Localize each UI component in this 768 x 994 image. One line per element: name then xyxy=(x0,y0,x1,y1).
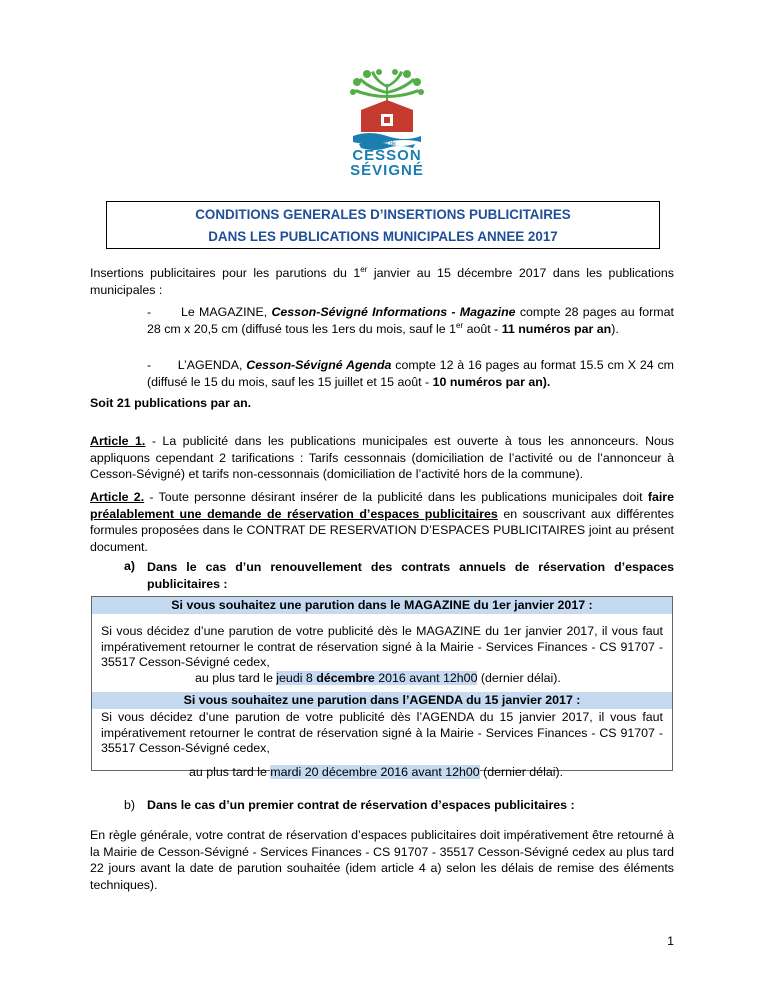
section-b-heading: Dans le cas d’un premier contrat de réservation d’espaces publicitaires : xyxy=(147,798,575,812)
magazine-sup: er xyxy=(456,320,464,330)
deadline-date-c: 2016 avant 12h00 xyxy=(374,670,478,685)
magazine-issue-count: 11 numéros par an xyxy=(501,321,612,336)
agenda-bullet xyxy=(147,357,674,390)
deadline-date-a: jeudi 8 xyxy=(276,670,317,685)
intro-text-2: janvier au 15 décembre 2017 dans les publications municipales : xyxy=(90,266,674,297)
magazine-text-a: Le MAGAZINE, xyxy=(180,305,272,319)
deadline-suffix: (dernier délai). xyxy=(477,670,561,685)
bullet-dash: - xyxy=(147,358,152,372)
article-1-label: Article 1. xyxy=(90,434,146,448)
section-a-heading: Dans le cas d’un renouvellement des contrats annuels de réservation d’espaces publicitaires : xyxy=(147,560,674,591)
box-agenda-deadline xyxy=(92,765,672,781)
logo-line-cesson: CESSON xyxy=(352,146,422,164)
box-magazine-deadline xyxy=(92,671,672,687)
total-publications: Soit 21 publications par an. xyxy=(90,396,252,410)
deadline-date-b: décembre xyxy=(316,670,375,685)
article-2 xyxy=(90,489,674,555)
intro-text-1: Insertions publicitaires pour les parutions du 1 xyxy=(90,266,361,280)
title-line-1: CONDITIONS GENERALES D’INSERTIONS PUBLICITAIRES xyxy=(195,207,571,222)
agenda-issue-count: 10 numéros par an). xyxy=(432,374,551,389)
article-2-text-a: - Toute personne désirant insérer de la publicité dans les publications municipales doit xyxy=(144,490,648,504)
article-2-text-c: préalablement une demande de réservation d’espaces publicitaires xyxy=(90,506,498,521)
magazine-text-c: compte 28 pages au format 28 cm x 20,5 cm (diffusé tous les 1ers du mois, sauf le 1 xyxy=(147,305,674,336)
box-agenda-heading: Si vous souhaitez une parution dans l’AGENDA du 15 janvier 2017 : xyxy=(92,692,672,709)
article-2-text-b: faire xyxy=(647,490,674,504)
section-a-label: a) xyxy=(124,559,136,573)
article-2-label: Article 2. xyxy=(90,490,145,504)
magazine-text-f: ). xyxy=(611,321,619,336)
article-1 xyxy=(90,433,674,483)
section-b-label: b) xyxy=(124,798,136,812)
logo-line-sevigne: SÉVIGNÉ xyxy=(350,161,424,179)
box-magazine-body: Si vous décidez d’une parution de votre publicité dès le MAGAZINE du 1er janvier 2017, il vous faut impérativement retourner le contrat de réservation signé à la Mairie - Services Finances - CS 91707 - 35517 Cesson-Sévigné cedex, xyxy=(101,624,663,669)
intro-sup: er xyxy=(360,264,368,274)
bullet-dash: - xyxy=(147,305,152,319)
magazine-text-d: août - xyxy=(463,321,502,336)
agenda-text-c: compte 12 à 16 pages au format 15.5 cm X 24 cm (diffusé le 15 du mois, sauf les 15 juillet et 15 août - xyxy=(147,358,674,389)
title-line-2: DANS LES PUBLICATIONS MUNICIPALES ANNEE 2017 xyxy=(208,229,558,244)
magazine-title: Cesson-Sévigné Informations - Magazine xyxy=(271,305,516,319)
deadline-date: mardi 20 décembre 2016 avant 12h00 xyxy=(270,764,480,779)
deadline-box xyxy=(91,596,673,779)
house-emblem xyxy=(361,100,413,132)
article-2-text-d: en souscrivant aux différentes formules proposées dans le CONTRAT DE RESERVATION D’ESPACES PUBLICITAIRES joint au présent document. xyxy=(90,506,674,554)
box-agenda-body: Si vous décidez d’une parution de votre publicité dès l’AGENDA du 15 janvier 2017, il vous faut impérativement retourner le contrat de réservation signé à la Mairie - Services Finances - CS 91707 - 35517 Cesson-Sévigné cedex, xyxy=(101,710,663,755)
article-1-text: - La publicité dans les publications municipales est ouverte à tous les annonceurs. Nous appliquons cependant 2 tarifications : Tarifs cessonnais (domiciliation de l’activité ou de l’annonceur à Cesson-Sévigné) et tarifs non-cessonnais (domiciliation de l’activité hors de la commune). xyxy=(90,434,674,481)
deadline-prefix: au plus tard le xyxy=(195,670,277,685)
logo-line-small: Ville de xyxy=(378,141,396,147)
document-title-box xyxy=(106,201,660,249)
deadline-suffix: (dernier délai). xyxy=(479,764,564,779)
box-magazine-heading: Si vous souhaitez une parution dans le MAGAZINE du 1er janvier 2017 : xyxy=(92,597,672,614)
page-number: 1 xyxy=(667,934,674,948)
agenda-text-a: L’AGENDA, xyxy=(177,358,247,372)
agenda-title: Cesson-Sévigné Agenda xyxy=(246,358,392,372)
logo-wordmark xyxy=(330,142,444,178)
section-b-paragraph: En règle générale, votre contrat de réservation d’espaces publicitaires doit impérativement être retourné à la Mairie de Cesson-Sévigné - Services Finances - CS 91707 - 35517 Cesson-Sévigné cedex au plus tard 22 jours avant la date de parution souhaitée (idem article 4 a) selon les délais de remise des éléments techniques). xyxy=(90,828,674,892)
deadline-prefix: au plus tard le xyxy=(189,764,271,779)
magazine-bullet xyxy=(147,304,674,337)
intro-paragraph xyxy=(90,265,674,298)
